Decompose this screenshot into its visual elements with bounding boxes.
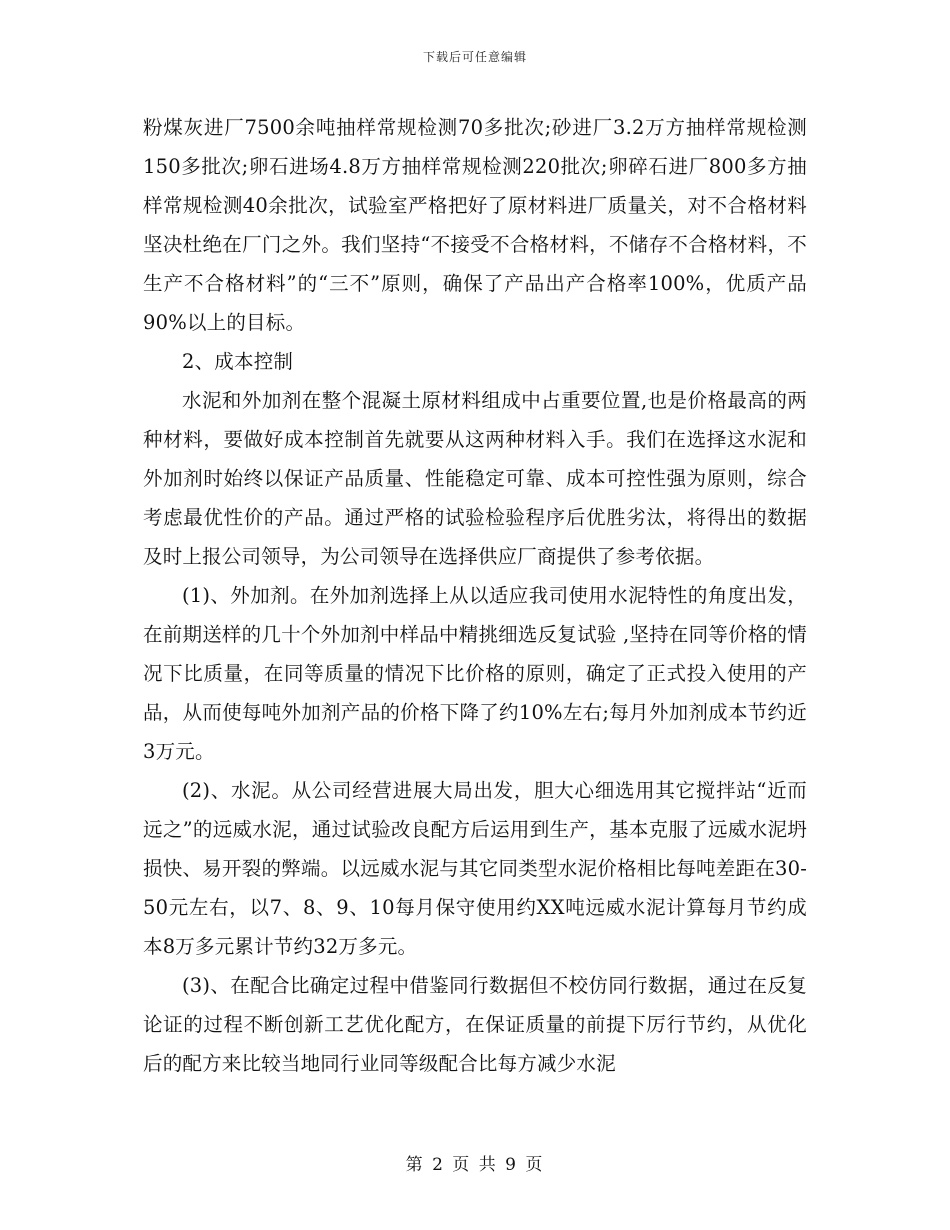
section-heading-cost-control: 2、成本控制: [182, 350, 294, 373]
paragraph-cost-control-intro: 水泥和外加剂在整个混凝土原材料组成中占重要位置,也是价格最高的两种材料，要做好成本控制首先就要从这两种材料入手。我们在选择这水泥和外加剂时始终以保证产品质量、性能稳定可靠、成本可控性强为原则，综合考虑最优性价的产品。通过严格的试验检验程序后优胜劣汰，将得出的数据及时上报公司领导，为公司领导在选择供应厂商提供了参考依据。: [143, 389, 807, 568]
paragraph-admixture: (1)、外加剂。在外加剂选择上从以适应我司使用水泥特性的角度出发，在前期送样的几十个外加剂中样品中精挑细选反复试验 ,坚持在同等价格的情况下比质量，在同等质量的情况下比价格的原则，确定了正式投入使用的产品，从而使每吨外加剂产品的价格下降了约10%左右;每月外加剂成本节约近3万元。: [143, 584, 807, 763]
paragraph-cement: (2)、水泥。从公司经营进展大局出发，胆大心细选用其它搅拌站“近而远之”的远威水泥，通过试验改良配方后运用到生产，基本克服了远威水泥坍损快、易开裂的弊端。以远威水泥与其它同类型水泥价格相比每吨差距在30-50元左右，以7、8、9、10每月保守使用约XX吨远威水泥计算每月节约成本8万多元累计节约32万多元。: [143, 779, 807, 958]
page-number: 第 2 页 共 9 页: [405, 1155, 545, 1175]
paragraph-material-inspection: 粉煤灰进厂7500余吨抽样常规检测70多批次;砂进厂3.2万方抽样常规检测150多批次;卵石进场4.8万方抽样常规检测220批次;卵碎石进厂800多方抽样常规检测40余批次，试验室严格把好了原材料进厂质量关，对不合格材料坚决杜绝在厂门之外。我们坚持“不接受不合格材料，不储存不合格材料，不生产不合格材料”的“三不”原则，确保了产品出产合格率100%，优质产品90%以上的目标。: [143, 116, 807, 334]
document-body: [143, 108, 807, 1083]
page-header: 下载后可任意编辑: [422, 50, 527, 64]
paragraph-mix-ratio: (3)、在配合比确定过程中借鉴同行数据但不校仿同行数据，通过在反复论证的过程不断创新工艺优化配方，在保证质量的前提下厉行节约，从优化后的配方来比较当地同行业同等级配合比每方减少水泥: [143, 974, 807, 1075]
